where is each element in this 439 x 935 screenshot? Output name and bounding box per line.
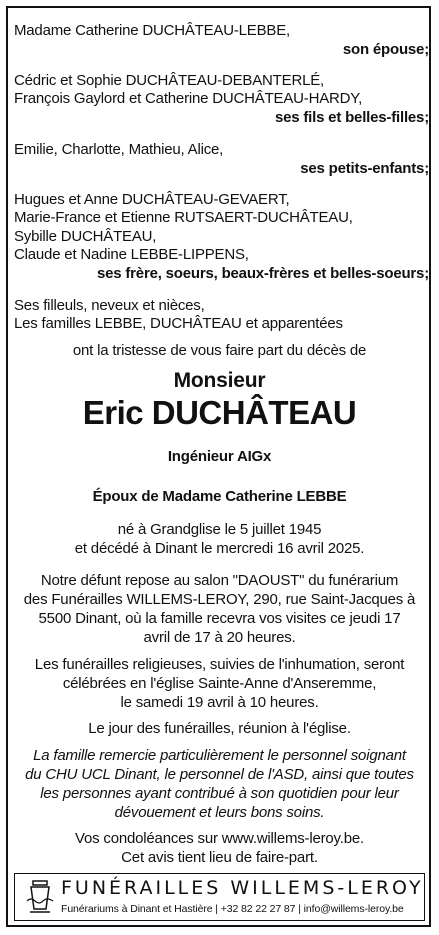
thanks-line: La famille remercie particulièrement le personnel soignant [33,747,406,764]
deceased-spouse: Époux de Madame Catherine LEBBE [92,488,347,505]
family-line: Claude et Nadine LEBBE-LIPPENS, [14,246,249,263]
family-line: François Gaylord et Catherine DUCHÂTEAU-HARDY, [14,90,363,107]
family-line: Les familles LEBBE, DUCHÂTEAU et apparentées [14,315,343,332]
meeting-info: Le jour des funérailles, réunion à l'église. [88,720,351,737]
funeral-info-line: le samedi 19 avril à 10 heures. [120,694,319,711]
family-line: Hugues et Anne DUCHÂTEAU-GEVAERT, [14,191,290,208]
condolences-line[interactable]: Vos condoléances sur www.willems-leroy.be. [75,830,364,847]
deceased-name: Eric DUCHÂTEAU [82,394,357,431]
funeral-info-line: célébrées en l'église Sainte-Anne d'Anseremme, [62,675,377,692]
funeral-info-line: Les funérailles religieuses, suivies de l'inhumation, seront [34,656,405,673]
thanks-line: du CHU UCL Dinant, le personnel de l'ASD, ainsi que toutes [25,766,414,783]
death-line: et décédé à Dinant le mercredi 16 avril 2025. [74,540,365,557]
family-line: Marie-France et Etienne RUTSAERT-DUCHÂTEAU, [14,209,353,226]
notice-line: Cet avis tient lieu de faire-part. [121,849,318,866]
funeral-home-contact: Funérariums à Dinant et Hastière | +32 82 22 27 87 | info@willems-leroy.be [61,903,404,915]
family-line: Madame Catherine DUCHÂTEAU-LEBBE, [14,22,290,39]
family-line: Cédric et Sophie DUCHÂTEAU-DEBANTERLÉ, [14,72,324,89]
relation-label: son épouse; [342,41,429,58]
wake-info-line: Notre défunt repose au salon "DAOUST" du funérarium [40,572,399,589]
thanks-line: les personnes ayant contribué à son quotidien pour leur [40,785,399,802]
deceased-profession: Ingénieur AIGx [167,448,272,465]
family-line: Emilie, Charlotte, Mathieu, Alice, [14,141,224,158]
funeral-home-name: FUNÉRAILLES WILLEMS-LEROY [61,877,424,899]
relation-label: ses petits-enfants; [300,160,429,177]
relation-label: ses fils et belles-filles; [274,109,429,126]
thanks-line: dévouement et leurs bons soins. [114,804,325,821]
relation-label: ses frère, soeurs, beaux-frères et belles-soeurs; [96,265,429,282]
wake-info-line: 5500 Dinant, où la famille recevra vos visites ce jeudi 17 [38,610,401,627]
urn-icon [25,879,55,915]
announcement-intro: ont la tristesse de vous faire part du décès de [72,342,367,359]
deceased-title: Monsieur [173,369,266,392]
funeral-home-banner [14,873,425,921]
family-line: Ses filleuls, neveux et nièces, [14,297,205,314]
wake-info-line: des Funérailles WILLEMS-LEROY, 290, rue Saint-Jacques à [23,591,416,608]
wake-info-line: avril de 17 à 20 heures. [143,629,296,646]
birth-line: né à Grandglise le 5 juillet 1945 [117,521,322,538]
family-line: Sybille DUCHÂTEAU, [14,228,157,245]
